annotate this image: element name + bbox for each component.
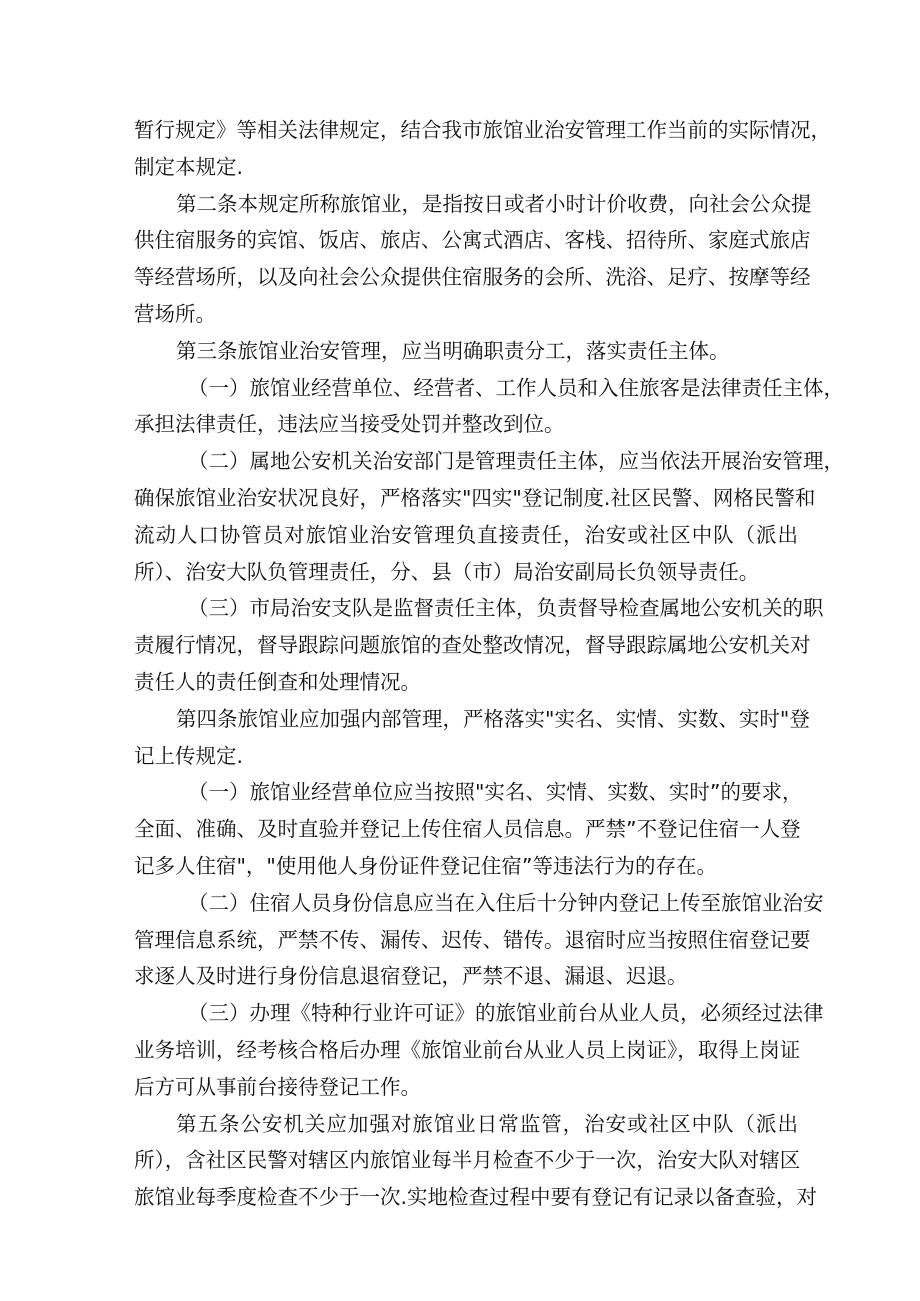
text-line: 流动人口协管员对旅馆业治安管理负直接责任，治安或社区中队（派出: [134, 522, 798, 547]
text-line: 旅馆业每季度检查不少于一次.实地检查过程中要有登记有记录以备查验，对: [134, 1185, 818, 1210]
text-line: 承担法律责任，违法应当接受处罚并整改到位。: [134, 412, 565, 437]
text-line: （三）办理《特种行业许可证》的旅馆业前台从业人员，必须经过法律: [188, 1001, 824, 1026]
text-line: （二）属地公安机关治安部门是管理责任主体，应当依法开展治安管理，: [188, 449, 844, 474]
text-line: 责任人的责任倒查和处理情况。: [134, 669, 421, 694]
text-line: 第三条旅馆业治安管理，应当明确职责分工，落实责任主体。: [176, 338, 730, 363]
text-line: 暂行规定》等相关法律规定，结合我市旅馆业治安管理工作当前的实际情况，: [134, 118, 831, 142]
text-line: 第二条本规定所称旅馆业，是指按日或者小时计价收费，向社会公众提: [176, 191, 812, 216]
text-line: 责履行情况，督导跟踪问题旅馆的查处整改情况，督导跟踪属地公安机关对: [134, 633, 811, 658]
text-line: 第四条旅馆业应加强内部管理，严格落实"实名、实情、实数、实时"登: [176, 706, 810, 731]
text-line: 记多人住宿"，"使用他人身份证件登记住宿”等违法行为的存在。: [134, 853, 717, 878]
text-line: 全面、准确、及时直验并登记上传住宿人员信息。严禁”不登记住宿一人登: [134, 817, 801, 842]
text-line: （三）市局治安支队是监督责任主体，负责督导检查属地公安机关的职: [188, 596, 824, 621]
text-line: 营场所。: [134, 301, 216, 326]
text-line: （一）旅馆业经营单位、经营者、工作人员和入住旅客是法律责任主体，: [188, 375, 844, 400]
document-body: [134, 112, 844, 1216]
text-line: 制定本规定.: [134, 154, 244, 179]
text-line: （二）住宿人员身份信息应当在入住后十分钟内登记上传至旅馆业治安: [188, 890, 824, 915]
text-line: 等经营场所，以及向社会公众提供住宿服务的会所、洗浴、足疗、按摩等经: [134, 265, 811, 290]
text-line: 后方可从事前台接待登记工作。: [134, 1074, 421, 1099]
text-line: （一）旅馆业经营单位应当按照"实名、实情、实数、实时”的要求，: [188, 780, 803, 805]
text-line: 求逐人及时进行身份信息退宿登记，严禁不退、漏退、迟退。: [134, 964, 688, 989]
text-line: 所），含社区民警对辖区内旅馆业每半月检查不少于一次，治安大队对辖区: [134, 1148, 801, 1173]
text-line: 管理信息系统，严禁不传、漏传、迟传、错传。退宿时应当按照住宿登记要: [134, 927, 811, 952]
text-line: 所）、治安大队负管理责任，分、县（市）局治安副局长负领导责任。: [134, 559, 760, 584]
text-line: 记上传规定.: [134, 743, 244, 768]
text-line: 第五条公安机关应加强对旅馆业日常监管，治安或社区中队（派出: [176, 1111, 798, 1136]
text-line: 业务培训，经考核合格后办理《旅馆业前台从业人员上岗证》，取得上岗证: [134, 1037, 801, 1062]
text-line: 供住宿服务的宾馆、饭店、旅店、公寓式酒店、客栈、招待所、家庭式旅店: [134, 228, 811, 253]
text-line: 确保旅馆业治安状况良好，严格落实"四实"登记制度.社区民警、网格民警和: [134, 485, 816, 510]
